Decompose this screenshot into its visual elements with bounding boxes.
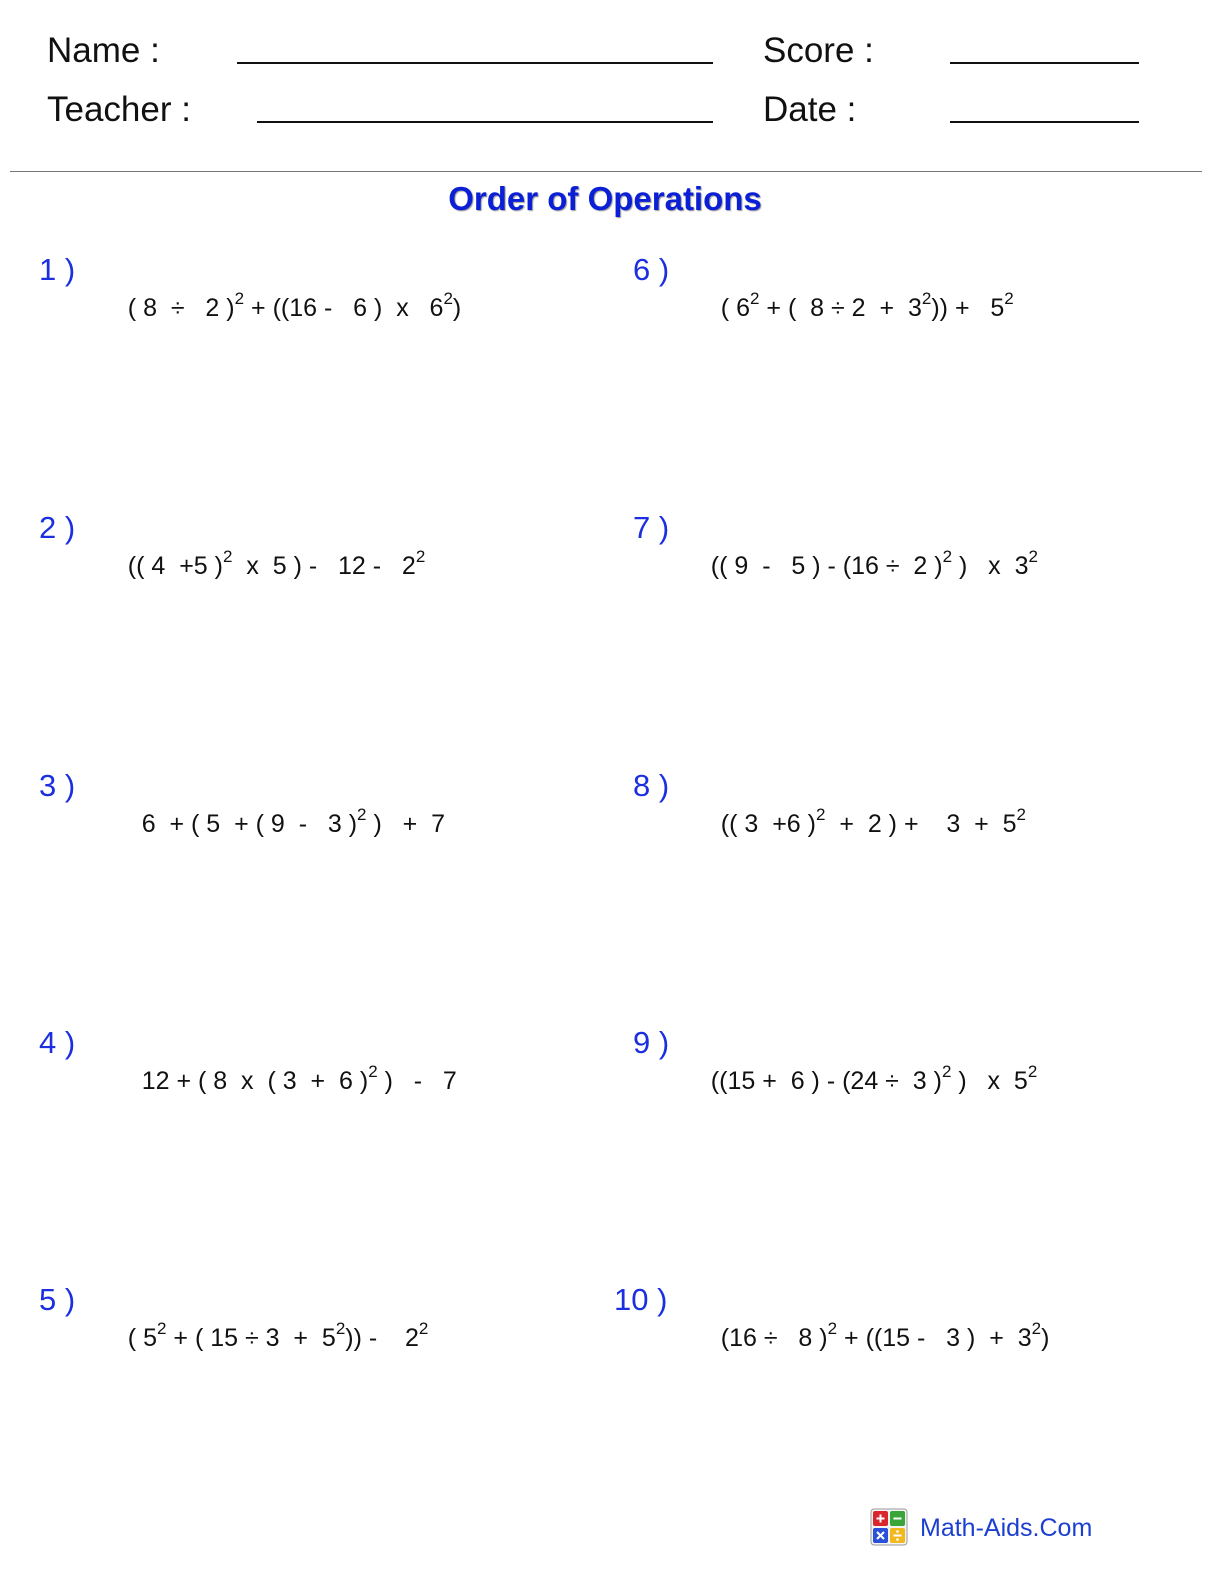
score-label: Score : <box>763 31 874 70</box>
date-label: Date : <box>763 90 857 129</box>
problem-number: 4 ) <box>39 1025 76 1060</box>
date-blank-line[interactable] <box>950 121 1139 123</box>
problem-number: 1 ) <box>39 252 76 287</box>
problem-number: 3 ) <box>39 768 76 803</box>
header-divider <box>10 171 1202 172</box>
score-blank-line[interactable] <box>950 62 1139 64</box>
problem-number: 5 ) <box>39 1282 76 1317</box>
problem-expression: ( 8 ÷ 2 )$^2$ + ((16 - 6 ) x $6^2$) <box>127 289 462 322</box>
problem-expression: 12 + ( 8 x ( 3 + 6 )$^2$ ) - 7 <box>127 1062 457 1095</box>
problem-expression: ( $6^2$ + ( $8 \div 2 + 3^2)) + 5^2$ <box>720 289 1014 322</box>
problem-expression: (( 4 +5 )$^2$ x 5 ) - $12 - 2^2$ <box>127 547 426 580</box>
problem-expression: ( $5^2$ + ( $15 \div 3 + 5^2$)) - $2^2$ <box>127 1319 429 1352</box>
name-label: Name : <box>47 31 160 70</box>
brand-name: Math-Aids.Com <box>920 1514 1093 1542</box>
worksheet-title: Order of Operations <box>448 180 762 217</box>
teacher-blank-line[interactable] <box>257 121 713 123</box>
problem-expression: ((15 + 6 ) - (24 ÷ 3 )$^2$ ) x $5^2$ <box>710 1062 1038 1095</box>
footer-brand <box>870 1508 1110 1548</box>
problem-number: 9 ) <box>633 1025 670 1060</box>
problem-expression: (16 ÷ 8 )$^2$ + ((15 - 3 ) + $3^2$) <box>720 1319 1050 1352</box>
problem-number: 2 ) <box>39 510 76 545</box>
problem-number: 6 ) <box>633 252 670 287</box>
teacher-label: Teacher : <box>47 90 191 129</box>
problem-expression: (( 3 +6 )$^2$ + 2 ) + $3 + 5^2$ <box>720 805 1026 838</box>
problem-expression: (( 9 - 5 ) - (16 ÷ 2 )$^2$ ) x $3^2$ <box>710 547 1038 580</box>
problem-number: 7 ) <box>633 510 670 545</box>
problem-number: 10 ) <box>614 1282 668 1317</box>
problem-number: 8 ) <box>633 768 670 803</box>
calculator-operations-icon <box>870 1508 908 1546</box>
name-blank-line[interactable] <box>237 62 713 64</box>
problem-expression: 6 + ( 5 + ( 9 - 3 )$^2$ ) + 7 <box>127 805 446 838</box>
